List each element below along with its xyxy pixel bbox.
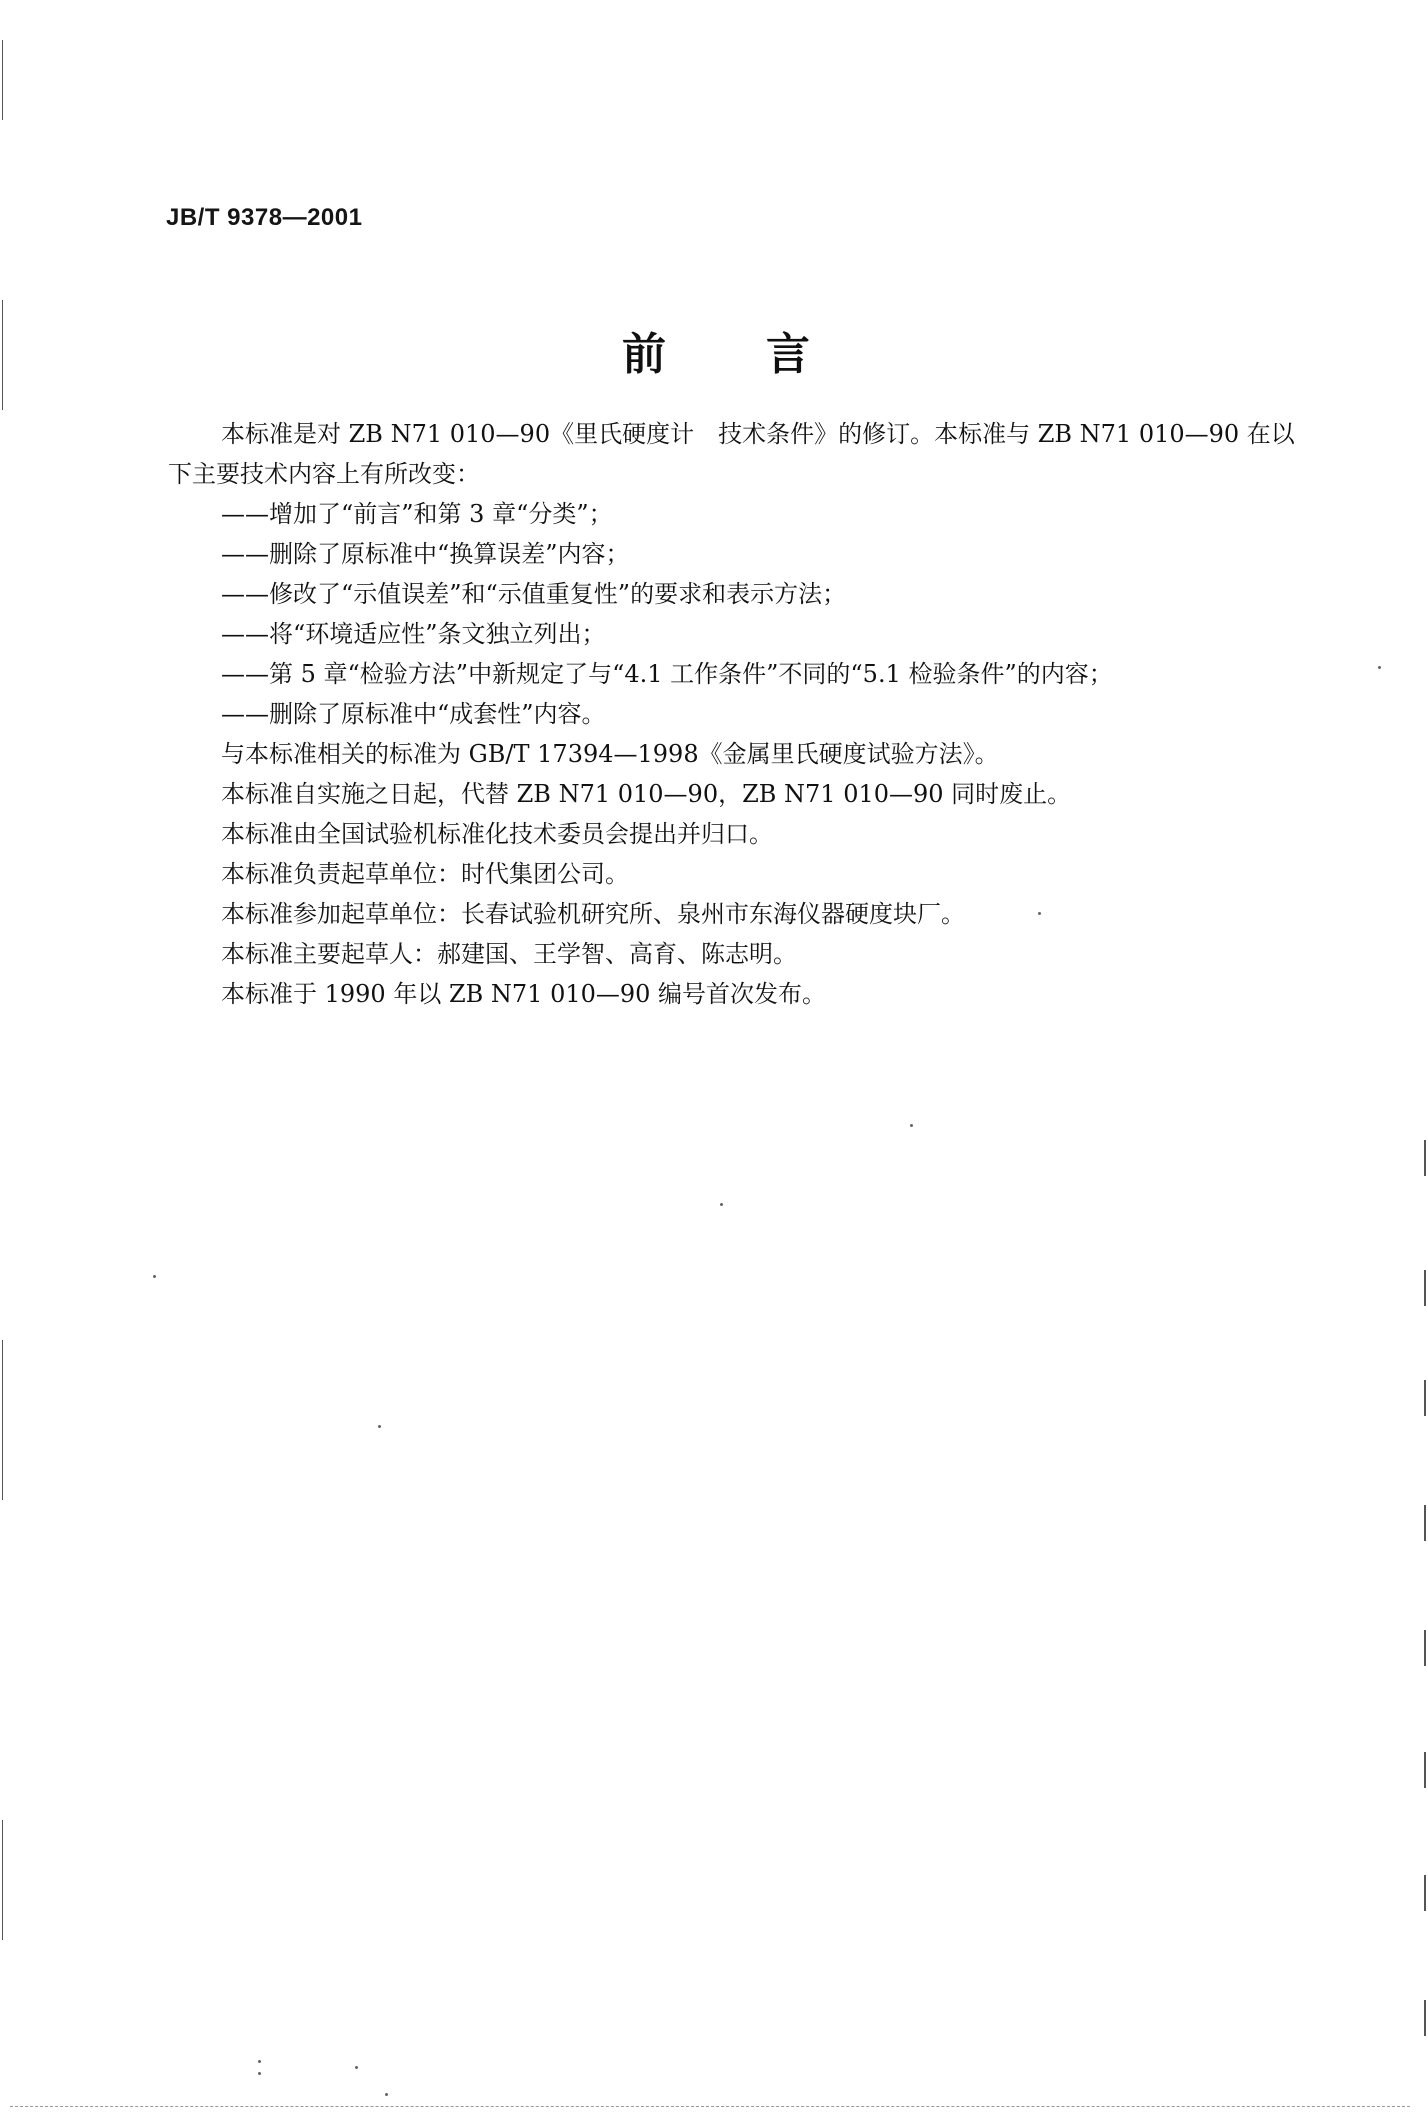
participating-units-paragraph: 本标准参加起草单位：长春试验机研究所、泉州市东海仪器硬度块厂。 bbox=[221, 900, 965, 928]
intro-paragraph: 本标准是对 ZB N71 010—90《里氏硬度计 技术条件》的修订。本标准与 ZB N71 010—90 在以下主要技术内容上有所改变： bbox=[168, 420, 1295, 488]
change-list-item: ——删除了原标准中“成套性”内容。 bbox=[221, 700, 606, 728]
scan-edge-mark bbox=[1424, 1140, 1426, 1176]
scan-speck bbox=[355, 2066, 358, 2069]
scan-speck bbox=[1378, 666, 1381, 669]
scan-speck bbox=[258, 2072, 261, 2075]
foreword-body bbox=[168, 414, 1308, 1014]
change-list-item: ——增加了“前言”和第 3 章“分类”； bbox=[221, 500, 613, 528]
proposer-paragraph: 本标准由全国试验机标准化技术委员会提出并归口。 bbox=[221, 820, 773, 848]
change-list-item: ——修改了“示值误差”和“示值重复性”的要求和表示方法； bbox=[221, 580, 847, 608]
scan-edge-mark bbox=[1424, 1630, 1426, 1666]
document-code: JB/T 9378—2001 bbox=[166, 204, 363, 231]
scan-edge-mark bbox=[1424, 1270, 1426, 1306]
related-standard-paragraph: 与本标准相关的标准为 GB/T 17394—1998《金属里氏硬度试验方法》。 bbox=[221, 740, 999, 768]
scan-edge-mark bbox=[1424, 1505, 1426, 1541]
drafters-paragraph: 本标准主要起草人：郝建国、王学智、高育、陈志明。 bbox=[221, 940, 797, 968]
drafting-unit-paragraph: 本标准负责起草单位：时代集团公司。 bbox=[221, 860, 629, 888]
change-list-item: ——删除了原标准中“换算误差”内容； bbox=[221, 540, 630, 568]
page-title: 前 言 bbox=[622, 329, 838, 380]
scan-speck bbox=[385, 2093, 388, 2096]
scan-edge-mark bbox=[1424, 1875, 1426, 1911]
replacement-paragraph: 本标准自实施之日起，代替 ZB N71 010—90，ZB N71 010—90 同时废止。 bbox=[221, 780, 1072, 808]
change-list-item: ——第 5 章“检验方法”中新规定了与“4.1 工作条件”不同的“5.1 检验条件”的内容； bbox=[221, 660, 1113, 688]
scan-edge-mark bbox=[2, 1340, 3, 1500]
scan-edge-mark bbox=[1424, 1752, 1426, 1788]
scan-edge-mark bbox=[1424, 2000, 1426, 2036]
scan-speck bbox=[153, 1275, 156, 1278]
scan-edge-mark bbox=[2, 1820, 3, 1940]
scan-edge-mark bbox=[1424, 1380, 1426, 1416]
scan-edge-mark bbox=[2, 40, 3, 120]
scan-speck bbox=[720, 1203, 723, 1206]
scan-speck bbox=[378, 1425, 381, 1428]
scan-speck bbox=[910, 1124, 913, 1127]
scan-bottom-line bbox=[10, 2106, 1410, 2107]
change-list-item: ——将“环境适应性”条文独立列出； bbox=[221, 620, 606, 648]
scan-speck bbox=[258, 2060, 261, 2063]
first-issue-paragraph: 本标准于 1990 年以 ZB N71 010—90 编号首次发布。 bbox=[221, 980, 827, 1008]
